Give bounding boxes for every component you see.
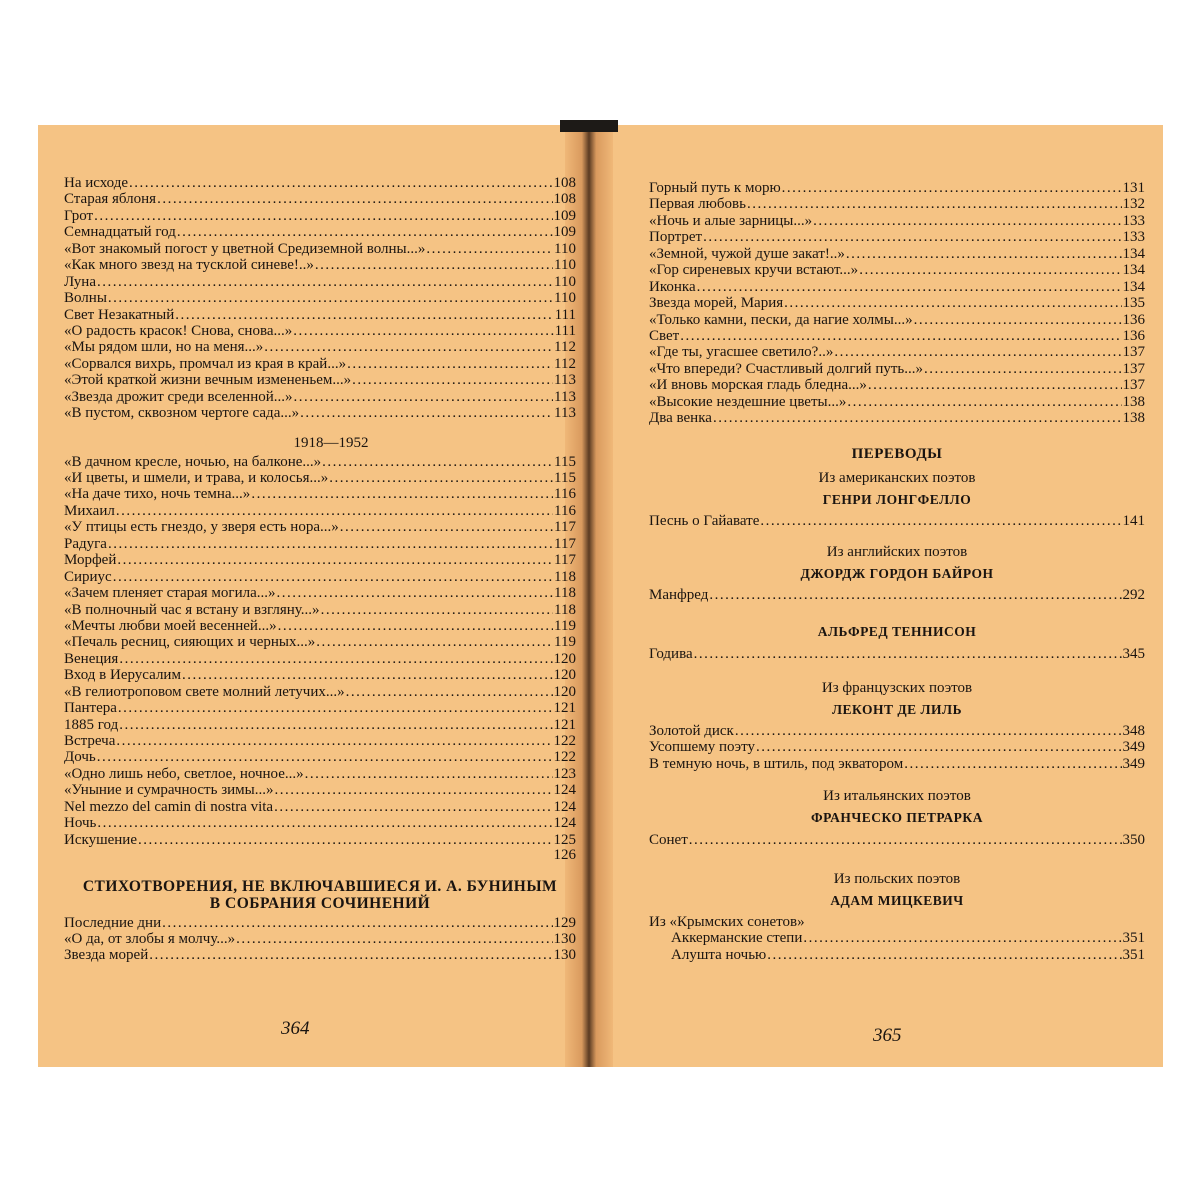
toc-entry: [64, 486, 576, 502]
toc-page: 130: [553, 930, 576, 947]
toc-title: «Звезда дрожит среди вселенной...»: [64, 388, 293, 405]
right-contents-column: [649, 180, 1145, 963]
toc-leader: [315, 257, 553, 273]
toc-page: 108: [553, 191, 576, 208]
toc-entry: [64, 717, 576, 733]
toc-entry: [64, 700, 576, 716]
toc-leader: [782, 180, 1122, 196]
toc-leader: [277, 585, 554, 601]
toc-title: «Мы рядом шли, но на меня...»: [64, 339, 264, 356]
toc-entry: [649, 723, 1145, 739]
toc-entry: [64, 733, 576, 749]
toc-leader: [300, 405, 553, 421]
toc-leader: [346, 684, 553, 700]
toc-page: 120: [553, 667, 576, 684]
toc-entry: [64, 618, 576, 634]
toc-title: Песнь о Гайавате: [649, 512, 760, 529]
toc-page: 134: [1122, 262, 1145, 279]
toc-title: «Высокие нездешние цветы...»: [649, 393, 847, 410]
toc-page: 122: [553, 733, 576, 749]
toc-title: «И вновь морская гладь бледна...»: [649, 377, 867, 394]
toc-title: «Что впереди? Счастливый долгий путь...»: [649, 360, 923, 377]
toc-entry: [649, 279, 1145, 295]
toc-leader: [316, 634, 553, 650]
toc-page: 133: [1122, 229, 1145, 246]
toc-entry: [64, 356, 576, 372]
toc-page: 129: [553, 914, 576, 931]
section-subheading: Из итальянских поэтов: [823, 788, 971, 805]
toc-entry: [649, 930, 1145, 946]
toc-title: Ночь: [64, 815, 97, 832]
toc-entry: [64, 766, 576, 782]
toc-page: 123: [553, 765, 576, 782]
toc-page: 130: [553, 947, 576, 964]
toc-page: 111: [554, 306, 576, 323]
toc-entry: [649, 832, 1145, 848]
toc-page: 134: [1122, 245, 1145, 262]
toc-entry: [649, 914, 1145, 930]
toc-leader: [784, 295, 1121, 311]
toc-page: 138: [1122, 393, 1145, 410]
toc-leader: [859, 262, 1121, 278]
section-heading: 1918—1952: [293, 434, 369, 451]
toc-page: 126: [553, 847, 576, 864]
toc-entry: [64, 651, 576, 667]
toc-leader: [278, 618, 553, 634]
toc-leader: [703, 229, 1121, 245]
toc-title: Искушение: [64, 831, 137, 848]
toc-leader: [177, 224, 553, 240]
toc-entry: [64, 782, 576, 798]
toc-title: «Одно лишь небо, светлое, ночное...»: [64, 765, 304, 782]
toc-page: 110: [554, 257, 576, 274]
toc-title: «В полночный час я встану и взгляну...»: [64, 601, 320, 618]
author-heading: АЛЬФРЕД ТЕННИСОН: [817, 624, 977, 640]
toc-title: На исходе: [64, 175, 129, 191]
toc-leader: [924, 361, 1122, 377]
toc-entry: [649, 295, 1145, 311]
toc-leader: [108, 290, 553, 306]
toc-page: 110: [554, 240, 576, 257]
toc-title: Сонет: [649, 832, 688, 849]
toc-entry: [64, 208, 576, 224]
toc-group: [649, 723, 1145, 772]
toc-page: 109: [553, 224, 576, 241]
toc-title: Встреча: [64, 733, 116, 749]
toc-title: 1885 год: [64, 716, 119, 733]
toc-title: «Гор сиреневых кручи встают...»: [649, 262, 859, 279]
toc-page: 113: [554, 405, 576, 422]
toc-title: Золотой диск: [649, 722, 734, 739]
toc-leader: [904, 756, 1121, 772]
toc-leader: [119, 717, 552, 733]
toc-leader: [340, 519, 553, 535]
toc-page: 115: [554, 470, 576, 486]
toc-title: «Зачем пленяет старая могила...»: [64, 585, 276, 602]
toc-entry: [649, 180, 1145, 196]
toc-title: «В дачном кресле, ночью, на балконе...»: [64, 453, 322, 470]
toc-title: Портрет: [649, 229, 703, 246]
toc-title: «На даче тихо, ночь темна...»: [64, 486, 251, 503]
toc-leader: [756, 739, 1122, 755]
toc-page: 348: [1122, 722, 1145, 739]
toc-entry: [64, 372, 576, 388]
author-heading: ДЖОРДЖ ГОРДОН БАЙРОН: [800, 566, 994, 581]
toc-page: 112: [554, 339, 576, 356]
toc-leader: [94, 208, 552, 224]
toc-title: Горный путь к морю: [649, 180, 781, 196]
toc-leader: [119, 651, 552, 667]
toc-entry: [64, 290, 576, 306]
toc-title: Старая яблоня: [64, 191, 157, 208]
toc-page: 136: [1122, 311, 1145, 328]
toc-entry: [64, 454, 576, 470]
toc-page: 118: [554, 568, 576, 585]
toc-title: Из «Крымских сонетов»: [649, 913, 805, 930]
toc-entry: [64, 915, 576, 931]
toc-page: 118: [554, 585, 576, 602]
toc-page: 132: [1122, 196, 1145, 213]
toc-entry: [64, 569, 576, 585]
toc-entry: [649, 513, 1145, 529]
toc-leader: [321, 602, 553, 618]
toc-entry: [64, 602, 576, 618]
toc-group: [64, 454, 576, 849]
toc-entry: [64, 470, 576, 486]
toc-entry: [649, 394, 1145, 410]
toc-page: 137: [1122, 377, 1145, 394]
toc-leader: [847, 394, 1121, 410]
toc-leader: [97, 815, 552, 831]
toc-title: «Мечты любви моей весенней...»: [64, 617, 277, 634]
toc-page: 292: [1122, 587, 1145, 603]
toc-page: 112: [554, 355, 576, 372]
toc-leader: [182, 667, 553, 683]
toc-page: 117: [554, 519, 576, 536]
toc-entry: [64, 634, 576, 650]
toc-leader: [157, 191, 552, 207]
toc-page: 110: [554, 290, 576, 307]
toc-leader: [868, 377, 1122, 393]
toc-leader: [713, 410, 1122, 426]
toc-leader: [322, 454, 553, 470]
toc-title: Аккерманские степи: [671, 930, 803, 947]
toc-leader: [97, 274, 553, 290]
toc-leader: [803, 930, 1121, 946]
toc-group: [64, 175, 576, 422]
toc-entry: [64, 307, 576, 323]
toc-entry: [64, 947, 576, 963]
toc-title: Семнадцатый год: [64, 224, 176, 241]
toc-leader: [352, 372, 553, 388]
toc-page: 111: [554, 322, 576, 339]
toc-page: 349: [1122, 755, 1145, 772]
toc-title: Свет Незакатный: [64, 306, 175, 323]
toc-entry: [649, 312, 1145, 328]
section-heading: В СОБРАНИЯ СОЧИНЕНИЙ: [209, 894, 431, 912]
toc-leader: [813, 213, 1121, 229]
toc-title: В темную ночь, в штиль, под экватором: [649, 755, 904, 772]
toc-leader: [116, 503, 553, 519]
toc-title: Алушта ночью: [671, 946, 767, 963]
right-page: [613, 125, 1163, 1067]
toc-title: «Этой краткой жизни вечным измененьем...»: [64, 372, 352, 389]
toc-leader: [834, 344, 1121, 360]
toc-page: 113: [554, 372, 576, 389]
toc-entry: [64, 224, 576, 240]
toc-leader: [116, 733, 552, 749]
toc-title: Первая любовь: [649, 196, 746, 213]
toc-title: «Земной, чужой душе закат!..»: [649, 245, 845, 262]
toc-title: «Печаль ресниц, сияющих и черных...»: [64, 634, 316, 651]
toc-leader: [329, 470, 553, 486]
toc-page: 138: [1122, 410, 1145, 427]
toc-entry: [64, 175, 576, 191]
toc-page: 141: [1122, 512, 1145, 529]
toc-page: 115: [554, 453, 576, 470]
left-page: [38, 125, 576, 1067]
toc-title: Звезда морей: [64, 947, 149, 964]
toc-page: 119: [554, 634, 576, 651]
toc-page: 120: [553, 683, 576, 700]
toc-page: 136: [1122, 327, 1145, 344]
toc-page: 116: [554, 502, 576, 519]
toc-title: Радуга: [64, 535, 107, 552]
toc-title: Иконка: [649, 278, 696, 295]
toc-leader: [697, 279, 1122, 295]
toc-entry: [649, 229, 1145, 245]
toc-leader: [274, 799, 552, 815]
toc-title: «Сорвался вихрь, промчал из края в край...»: [64, 355, 347, 372]
toc-title: Вход в Иерусалим: [64, 667, 181, 684]
toc-page: 351: [1122, 930, 1145, 947]
toc-title: «Как много звезд на тусклой синеве!..»: [64, 257, 314, 274]
page-number: 365: [873, 1025, 902, 1046]
toc-page: 122: [553, 749, 576, 766]
toc-entry: [649, 756, 1145, 772]
section-subheading: Из американских поэтов: [818, 469, 976, 486]
toc-title: «И цветы, и шмели, и трава, и колосья...»: [64, 470, 329, 486]
section-subheading: Из английских поэтов: [826, 544, 968, 560]
toc-leader: [294, 389, 554, 405]
toc-group: [649, 180, 1145, 427]
toc-page: 134: [1122, 278, 1145, 295]
toc-leader: [97, 749, 553, 765]
toc-entry: [64, 799, 576, 815]
toc-leader: [175, 307, 553, 323]
author-heading: ЛЕКОНТ ДЕ ЛИЛЬ: [831, 701, 963, 717]
toc-title: Дочь: [64, 749, 96, 766]
toc-page: 133: [1122, 212, 1145, 229]
toc-entry: [64, 519, 576, 535]
toc-title: Венеция: [64, 650, 119, 667]
toc-title: «О да, от злобы я молчу...»: [64, 930, 236, 947]
toc-title: Звезда морей, Мария: [649, 295, 784, 312]
toc-title: «Только камни, пески, да нагие холмы...»: [649, 311, 913, 328]
section-heading: СТИХОТВОРЕНИЯ, НЕ ВКЛЮЧАВШИЕСЯ И. А. БУНИНЫМ: [82, 877, 558, 895]
toc-entry: [64, 339, 576, 355]
book-spine-shadow: [560, 120, 618, 132]
toc-title: Михаил: [64, 502, 115, 519]
toc-leader: [129, 175, 552, 191]
toc-page: 349: [1122, 739, 1145, 756]
author-heading: ФРАНЧЕСКО ПЕТРАРКА: [811, 810, 983, 826]
toc-page: 125: [553, 831, 576, 848]
author-heading: АДАМ МИЦКЕВИЧ: [830, 892, 964, 908]
section-subheading: Из французских поэтов: [821, 679, 973, 696]
toc-entry: [649, 262, 1145, 278]
section-subheading: Из польских поэтов: [833, 870, 961, 887]
toc-leader: [117, 552, 553, 568]
toc-entry: [64, 257, 576, 273]
toc-title: Свет: [649, 327, 680, 344]
toc-leader: [680, 328, 1121, 344]
toc-leader: [162, 915, 552, 931]
toc-title: Усопшему поэту: [649, 739, 755, 756]
toc-leader: [149, 947, 552, 963]
toc-title: Морфей: [64, 552, 117, 569]
toc-entry: [64, 749, 576, 765]
toc-page: 117: [554, 535, 576, 552]
toc-leader: [689, 832, 1122, 848]
toc-entry: [649, 377, 1145, 393]
toc-entry: [64, 815, 576, 831]
toc-page: 118: [554, 601, 576, 618]
toc-page: 124: [553, 798, 576, 815]
toc-leader: [264, 339, 553, 355]
toc-page: 121: [553, 700, 576, 717]
toc-page: 351: [1122, 946, 1145, 963]
author-heading: ГЕНРИ ЛОНГФЕЛЛО: [822, 491, 972, 507]
toc-title: Последние дни: [64, 914, 162, 931]
toc-title: «У птицы есть гнездо, у зверя есть нора...»: [64, 519, 339, 536]
toc-leader: [113, 569, 553, 585]
toc-entry: [649, 410, 1145, 426]
toc-leader: [426, 241, 553, 257]
toc-entry: [649, 246, 1145, 262]
toc-entry: [64, 274, 576, 290]
toc-title: Волны: [64, 290, 107, 307]
toc-page: 120: [553, 650, 576, 667]
toc-title: Манфред: [649, 587, 709, 603]
toc-entry: [64, 503, 576, 519]
toc-page: 124: [553, 815, 576, 832]
toc-entry: [64, 323, 576, 339]
toc-entry: [64, 667, 576, 683]
toc-leader: [138, 832, 553, 848]
toc-entry: [649, 646, 1145, 662]
toc-title: Пантера: [64, 700, 117, 717]
toc-leader: [846, 246, 1122, 262]
toc-page: 109: [553, 207, 576, 224]
toc-leader: [767, 947, 1121, 963]
toc-leader: [347, 356, 553, 372]
toc-entry: [64, 405, 576, 421]
left-contents-column: [64, 175, 576, 964]
toc-leader: [735, 723, 1122, 739]
toc-leader: [251, 486, 553, 502]
toc-entry: [649, 587, 1145, 603]
toc-page: 135: [1122, 295, 1145, 312]
toc-entry: [64, 585, 576, 601]
toc-page: 350: [1122, 832, 1145, 849]
toc-entry: [649, 739, 1145, 755]
toc-leader: [305, 766, 553, 782]
toc-title: «В пустом, сквозном чертоге сада...»: [64, 405, 300, 422]
toc-page: 121: [553, 716, 576, 733]
toc-leader: [293, 323, 553, 339]
toc-title: Грот: [64, 207, 94, 224]
toc-entry: [64, 241, 576, 257]
toc-page: 124: [553, 782, 576, 799]
toc-title: Годива: [649, 646, 693, 663]
toc-entry: [649, 947, 1145, 963]
toc-title: «В гелиотроповом свете молний летучих...»: [64, 683, 345, 700]
toc-entry: [649, 361, 1145, 377]
toc-entry: [649, 196, 1145, 212]
toc-title: Сириус: [64, 568, 112, 585]
toc-title: Луна: [64, 273, 96, 290]
toc-leader: [709, 587, 1121, 603]
toc-leader: [914, 312, 1122, 328]
toc-entry: [64, 536, 576, 552]
toc-page: 113: [554, 388, 576, 405]
section-heading: ПЕРЕВОДЫ: [851, 445, 943, 462]
toc-title: «Ночь и алые зарницы...»: [649, 212, 813, 229]
toc-page: 108: [553, 175, 576, 191]
toc-group: [64, 915, 576, 964]
toc-page: 117: [554, 552, 576, 569]
toc-title: Nel mezzo del camin di nostra vita: [64, 798, 274, 815]
toc-entry: [64, 847, 576, 863]
toc-leader: [274, 782, 552, 798]
toc-leader: [747, 196, 1122, 212]
toc-entry: [64, 832, 576, 848]
toc-page: 116: [554, 486, 576, 503]
toc-page: 345: [1122, 646, 1145, 663]
toc-group: [649, 930, 1145, 963]
toc-entry: [64, 931, 576, 947]
page-number: 364: [281, 1018, 310, 1039]
toc-entry: [64, 552, 576, 568]
toc-entry: [64, 389, 576, 405]
toc-entry: [649, 344, 1145, 360]
toc-title: «О радость красок! Снова, снова...»: [64, 322, 293, 339]
toc-title: «Вот знакомый погост у цветной Средиземной волны...»: [64, 240, 426, 257]
toc-entry: [64, 191, 576, 207]
toc-leader: [236, 931, 552, 947]
toc-leader: [694, 646, 1122, 662]
toc-page: 131: [1122, 180, 1145, 196]
toc-page: 110: [554, 273, 576, 290]
toc-entry: [649, 328, 1145, 344]
toc-entry: [649, 213, 1145, 229]
toc-title: Два венка: [649, 410, 712, 427]
toc-page: 137: [1122, 344, 1145, 361]
toc-leader: [760, 513, 1121, 529]
toc-page: 119: [554, 617, 576, 634]
toc-title: «Уныние и сумрачность зимы...»: [64, 782, 274, 799]
toc-title: «Где ты, угасшее светило?..»: [649, 344, 834, 361]
toc-leader: [118, 700, 553, 716]
toc-page: 137: [1122, 360, 1145, 377]
toc-entry: [64, 684, 576, 700]
toc-leader: [108, 536, 553, 552]
